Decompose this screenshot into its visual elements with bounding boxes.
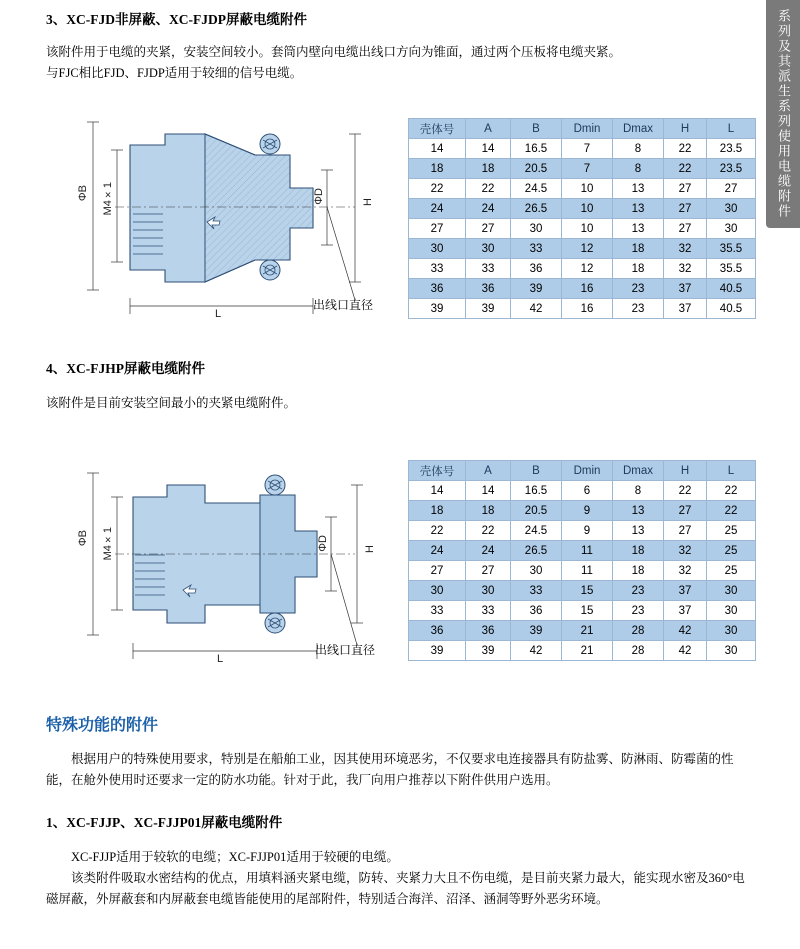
cell-a: 18 <box>466 501 511 521</box>
cell-l: 40.5 <box>707 279 756 299</box>
table-row <box>409 541 756 561</box>
section-4-table-wrap <box>408 460 756 661</box>
cell-a: 33 <box>466 259 511 279</box>
cell-l: 30 <box>707 641 756 661</box>
cell-b: 16.5 <box>511 139 562 159</box>
cell-h: 37 <box>664 581 707 601</box>
cell-dmin: 21 <box>562 641 613 661</box>
cell-dmax: 8 <box>613 159 664 179</box>
table-row <box>409 561 756 581</box>
table-header-row <box>409 119 756 139</box>
cell-b: 24.5 <box>511 521 562 541</box>
th-dmin: Dmin <box>562 461 613 481</box>
cell-dmax: 18 <box>613 561 664 581</box>
cell-a: 39 <box>466 299 511 319</box>
cell-b: 36 <box>511 259 562 279</box>
cell-a: 27 <box>466 219 511 239</box>
cell-a: 39 <box>466 641 511 661</box>
cell-dmax: 18 <box>613 541 664 561</box>
table-row <box>409 621 756 641</box>
label-h: H <box>362 198 374 206</box>
cell-dmin: 15 <box>562 601 613 621</box>
cell-b: 39 <box>511 279 562 299</box>
cell-l: 23.5 <box>707 139 756 159</box>
th-l: L <box>707 119 756 139</box>
cell-h: 22 <box>664 159 707 179</box>
table-row <box>409 179 756 199</box>
cell-dmin: 21 <box>562 621 613 641</box>
cell-h: 32 <box>664 561 707 581</box>
table-row <box>409 601 756 621</box>
cell-dmax: 13 <box>613 501 664 521</box>
cell-l: 30 <box>707 621 756 641</box>
cell-dmax: 28 <box>613 621 664 641</box>
cell-dmin: 15 <box>562 581 613 601</box>
cell-h: 27 <box>664 179 707 199</box>
table-row <box>409 581 756 601</box>
table-row <box>409 259 756 279</box>
label-outlet-diameter: 出线口直径 <box>315 643 376 657</box>
cell-h: 32 <box>664 259 707 279</box>
cell-a: 22 <box>466 521 511 541</box>
th-l: L <box>707 461 756 481</box>
cell-b: 24.5 <box>511 179 562 199</box>
cell-dmax: 23 <box>613 601 664 621</box>
cell-shell: 18 <box>409 501 466 521</box>
cell-l: 25 <box>707 521 756 541</box>
cell-dmin: 6 <box>562 481 613 501</box>
cell-a: 24 <box>466 541 511 561</box>
cell-dmax: 23 <box>613 581 664 601</box>
table-row <box>409 159 756 179</box>
label-thread: M4×1 <box>102 182 114 216</box>
cell-dmax: 18 <box>613 239 664 259</box>
cell-shell: 39 <box>409 641 466 661</box>
table-row <box>409 481 756 501</box>
cell-b: 39 <box>511 621 562 641</box>
label-phi-d: ΦD <box>317 535 329 552</box>
table-row <box>409 299 756 319</box>
cell-shell: 24 <box>409 199 466 219</box>
label-l: L <box>217 653 224 665</box>
cell-b: 20.5 <box>511 501 562 521</box>
th-shell: 壳体号 <box>409 119 466 139</box>
table-row <box>409 219 756 239</box>
th-dmax: Dmax <box>613 119 664 139</box>
cell-dmin: 12 <box>562 239 613 259</box>
cell-h: 42 <box>664 641 707 661</box>
th-dmin: Dmin <box>562 119 613 139</box>
cell-dmin: 11 <box>562 541 613 561</box>
cell-l: 23.5 <box>707 159 756 179</box>
cell-a: 27 <box>466 561 511 581</box>
cell-shell: 36 <box>409 621 466 641</box>
special-section <box>46 712 746 910</box>
cell-shell: 33 <box>409 259 466 279</box>
table-row <box>409 139 756 159</box>
th-h: H <box>664 119 707 139</box>
cell-b: 30 <box>511 219 562 239</box>
cell-shell: 30 <box>409 581 466 601</box>
section-3-table-wrap <box>408 118 756 319</box>
cell-b: 26.5 <box>511 199 562 219</box>
special-sub-paragraph-2: 该类附件吸取水密结构的优点，用填料涵夹紧电缆，防转、夹紧力大且不伤电缆，是目前夹紧力最大，能实现水密及360°电磁屏蔽，外屏蔽套和内屏蔽套电缆皆能使用的尾部附件，特别适合海洋、沼泽、涵洞等野外恶劣环境。 <box>46 871 745 906</box>
section-3-drawing <box>55 110 405 330</box>
cell-l: 35.5 <box>707 239 756 259</box>
special-sub-paragraph-1: XC-FJJP适用于较软的电缆；XC-FJJP01适用于较硬的电缆。 <box>71 850 399 864</box>
section-3-paragraph-1: 该附件用于电缆的夹紧，安装空间较小。套筒内壁向电缆出线口方向为锥面，通过两个压板将电缆夹紧。 <box>46 45 622 59</box>
section-3-paragraph-2: 与FJC相比FJD、FJDP适用于较细的信号电缆。 <box>46 66 303 80</box>
cell-h: 27 <box>664 501 707 521</box>
cell-dmax: 13 <box>613 179 664 199</box>
cell-h: 37 <box>664 299 707 319</box>
section-3 <box>46 8 736 84</box>
cell-dmax: 18 <box>613 259 664 279</box>
cell-h: 22 <box>664 139 707 159</box>
cell-shell: 14 <box>409 139 466 159</box>
side-tab <box>766 0 800 228</box>
cell-l: 27 <box>707 179 756 199</box>
th-h: H <box>664 461 707 481</box>
section-3-spec-table <box>408 118 756 319</box>
cell-a: 33 <box>466 601 511 621</box>
table-row <box>409 279 756 299</box>
section-3-heading: 3、XC-FJD非屏蔽、XC-FJDP屏蔽电缆附件 <box>46 12 307 27</box>
cell-a: 30 <box>466 581 511 601</box>
cell-b: 26.5 <box>511 541 562 561</box>
label-phi-d: ΦD <box>313 188 325 205</box>
cell-dmin: 7 <box>562 139 613 159</box>
cell-b: 33 <box>511 581 562 601</box>
th-b: B <box>511 119 562 139</box>
cell-l: 30 <box>707 601 756 621</box>
cell-shell: 33 <box>409 601 466 621</box>
cell-h: 27 <box>664 199 707 219</box>
cell-h: 32 <box>664 239 707 259</box>
th-dmax: Dmax <box>613 461 664 481</box>
cell-a: 14 <box>466 139 511 159</box>
section-4 <box>46 357 736 414</box>
cell-h: 32 <box>664 541 707 561</box>
cell-a: 30 <box>466 239 511 259</box>
th-shell: 壳体号 <box>409 461 466 481</box>
section-4-spec-table <box>408 460 756 661</box>
th-a: A <box>466 461 511 481</box>
label-l: L <box>215 308 222 320</box>
cell-l: 22 <box>707 501 756 521</box>
cell-b: 36 <box>511 601 562 621</box>
cell-l: 35.5 <box>707 259 756 279</box>
cell-dmax: 13 <box>613 521 664 541</box>
table-header-row <box>409 461 756 481</box>
cell-h: 37 <box>664 601 707 621</box>
cell-shell: 22 <box>409 179 466 199</box>
cell-dmax: 23 <box>613 299 664 319</box>
cell-shell: 36 <box>409 279 466 299</box>
cell-a: 18 <box>466 159 511 179</box>
cell-shell: 24 <box>409 541 466 561</box>
special-paragraph-1: 根据用户的特殊使用要求，特别是在船舶工业，因其使用环境恶劣，不仅要求电连接器具有防盐雾、防淋雨、防霉菌的性能，在舱外使用时还要求一定的防水功能。针对于此，我厂向用户推荐以下附件供用户选用。 <box>46 752 734 787</box>
table-row <box>409 239 756 259</box>
cell-dmin: 7 <box>562 159 613 179</box>
special-sub-heading: 1、XC-FJJP、XC-FJJP01屏蔽电缆附件 <box>46 815 283 830</box>
cell-shell: 22 <box>409 521 466 541</box>
table-row <box>409 641 756 661</box>
cell-shell: 14 <box>409 481 466 501</box>
cell-h: 37 <box>664 279 707 299</box>
cell-dmax: 13 <box>613 219 664 239</box>
cell-dmax: 23 <box>613 279 664 299</box>
cell-h: 27 <box>664 521 707 541</box>
cell-b: 30 <box>511 561 562 581</box>
cell-a: 36 <box>466 621 511 641</box>
cell-l: 22 <box>707 481 756 501</box>
cell-shell: 27 <box>409 561 466 581</box>
cell-b: 42 <box>511 299 562 319</box>
cell-a: 24 <box>466 199 511 219</box>
cell-h: 22 <box>664 481 707 501</box>
cell-dmin: 10 <box>562 199 613 219</box>
cell-a: 22 <box>466 179 511 199</box>
section-4-paragraph-1: 该附件是目前安装空间最小的夹紧电缆附件。 <box>46 396 297 410</box>
cell-dmin: 11 <box>562 561 613 581</box>
cell-dmax: 8 <box>613 481 664 501</box>
cell-l: 25 <box>707 561 756 581</box>
side-tab-label: 系列及其派生系列使用电缆附件 <box>776 9 791 219</box>
cell-l: 30 <box>707 199 756 219</box>
cell-shell: 27 <box>409 219 466 239</box>
cell-h: 42 <box>664 621 707 641</box>
section-4-drawing <box>55 455 405 685</box>
table-row <box>409 521 756 541</box>
cell-l: 25 <box>707 541 756 561</box>
section-4-heading: 4、XC-FJHP屏蔽电缆附件 <box>46 361 205 376</box>
cell-dmin: 12 <box>562 259 613 279</box>
label-outlet-diameter: 出线口直径 <box>313 298 374 312</box>
cell-dmin: 16 <box>562 279 613 299</box>
cell-h: 27 <box>664 219 707 239</box>
cell-dmax: 28 <box>613 641 664 661</box>
special-heading: 特殊功能的附件 <box>46 717 159 734</box>
cell-dmax: 8 <box>613 139 664 159</box>
table-row <box>409 199 756 219</box>
cell-dmin: 9 <box>562 501 613 521</box>
label-phi-b: ΦB <box>77 530 89 547</box>
cell-l: 30 <box>707 581 756 601</box>
cell-dmin: 10 <box>562 179 613 199</box>
cell-a: 14 <box>466 481 511 501</box>
cell-shell: 18 <box>409 159 466 179</box>
cell-b: 16.5 <box>511 481 562 501</box>
cell-b: 20.5 <box>511 159 562 179</box>
cell-shell: 39 <box>409 299 466 319</box>
cell-dmax: 13 <box>613 199 664 219</box>
cell-l: 30 <box>707 219 756 239</box>
cell-b: 33 <box>511 239 562 259</box>
label-h: H <box>364 545 376 553</box>
th-b: B <box>511 461 562 481</box>
label-thread: M4×1 <box>102 527 114 561</box>
cell-b: 42 <box>511 641 562 661</box>
cell-a: 36 <box>466 279 511 299</box>
cell-dmin: 10 <box>562 219 613 239</box>
cell-l: 40.5 <box>707 299 756 319</box>
cell-dmin: 9 <box>562 521 613 541</box>
cell-shell: 30 <box>409 239 466 259</box>
label-phi-b: ΦB <box>77 185 89 202</box>
cell-dmin: 16 <box>562 299 613 319</box>
th-a: A <box>466 119 511 139</box>
table-row <box>409 501 756 521</box>
